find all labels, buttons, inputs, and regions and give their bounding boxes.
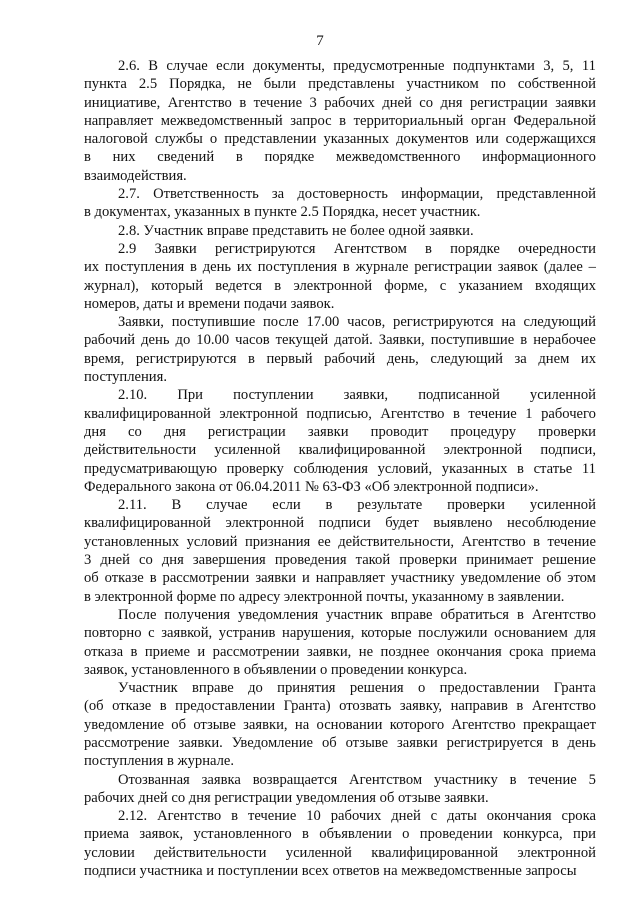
document-body: [84, 57, 596, 880]
text-line: установленных условий признания ее действительности, Агентство в течение: [84, 533, 596, 550]
text-line: направляет межведомственный запрос в территориальный орган Федеральной: [84, 112, 596, 129]
text-line: квалифицированной электронной подписью, Агентство в течение 1 рабочего: [84, 405, 596, 422]
text-line: в документах, указанных в пункте 2.5 Порядка, несет участник.: [84, 204, 481, 221]
text-line: рабочий день до 10.00 часов текущей датой. Заявки, поступившие в нерабочее: [84, 332, 596, 349]
paragraph-2-9-b: [84, 313, 596, 386]
text-line: Участник вправе до принятия решения о предоставлении Гранта: [118, 680, 596, 697]
text-line: действительности усиленной квалифицированной электронной подписи,: [84, 442, 596, 459]
text-line: поступления в журнале.: [84, 753, 235, 770]
text-line: условии действительности усиленной квалифицированной электронной: [84, 844, 596, 861]
text-line: 2.7. Ответственность за достоверность информации, представленной: [118, 186, 596, 203]
text-line: Федерального закона от 06.04.2011 № 63-ФЗ «Об электронной подписи».: [84, 478, 539, 495]
text-line: 2.6. В случае если документы, предусмотренные подпунктами 3, 5, 11: [118, 58, 596, 74]
text-line: дня со дня регистрации заявки проводит процедуру проверки: [84, 423, 596, 440]
paragraph-2-11: [84, 496, 596, 606]
paragraph-2-9: [84, 240, 596, 313]
page-number: 7: [316, 33, 324, 49]
text-line: взаимодействия.: [84, 167, 187, 184]
text-line: налоговой службы о представлении указанных документов или содержащихся: [84, 131, 596, 148]
text-line: их поступления в день их поступления в журнале регистрации заявок (далее –: [84, 259, 596, 276]
text-line: в них сведений в порядке межведомственного информационного: [84, 149, 596, 166]
text-line: поступления.: [84, 369, 167, 386]
paragraph-2-12: [84, 807, 596, 880]
text-line: Заявки, поступившие после 17.00 часов, регистрируются на следующий: [118, 314, 596, 331]
text-line: квалифицированной электронной подписи будет выявлено несоблюдение: [84, 515, 596, 532]
text-line: 2.12. Агентство в течение 10 рабочих дней с даты окончания срока: [118, 808, 596, 825]
text-line: 2.9 Заявки регистрируются Агентством в порядке очередности: [118, 240, 596, 257]
text-line: журнал), который ведется в электронной форме, с указанием входящих: [84, 277, 596, 294]
paragraph-2-10: [84, 386, 596, 496]
paragraph-2-11-c: [84, 679, 596, 770]
paragraph-2-11-b: [84, 606, 596, 679]
text-line: отказа в приеме и рассмотрении заявки, не позднее окончания срока приема: [84, 643, 596, 660]
text-line: приема заявок, установленного в объявлении о проведении конкурса, при: [84, 826, 596, 843]
text-line: повторно с заявкой, устранив нарушения, которые послужили основанием для: [84, 625, 596, 642]
text-line: рассмотрение заявки. Уведомление об отзыве заявки регистрируется в день: [84, 734, 596, 751]
text-line: время, регистрируются в первый рабочий день, следующий за днем их: [84, 350, 596, 367]
text-line: 2.10. При поступлении заявки, подписанной усиленной: [118, 387, 596, 404]
text-line: об отказе в рассмотрении заявки и направляет участнику уведомление об этом: [84, 570, 596, 587]
text-line: 2.11. В случае если в результате проверки усиленной: [118, 497, 596, 514]
text-line: заявок, установленного в объявлении о проведении конкурса.: [84, 661, 468, 678]
paragraph-2-6: [84, 57, 596, 185]
text-line: 2.8. Участник вправе представить не более одной заявки.: [118, 222, 474, 239]
text-line: подписи участника и поступлении всех ответов на межведомственные запросы: [84, 863, 577, 880]
text-line: пункта 2.5 Порядка, не были представлены участником по собственной: [84, 76, 596, 93]
paragraph-2-11-d: [84, 771, 596, 808]
paragraph-2-7: [84, 185, 596, 222]
text-line: рабочих дней со дня регистрации уведомления об отзыве заявки.: [84, 789, 489, 806]
text-line: После получения уведомления участник вправе обратиться в Агентство: [118, 606, 596, 623]
text-line: (об отказе в предоставлении Гранта) отозвать заявку, направив в Агентство: [84, 698, 596, 715]
text-line: 3 дней со дня завершения проведения такой проверки принимает решение: [84, 552, 596, 569]
text-line: Отозванная заявка возвращается Агентством участнику в течение 5: [118, 771, 596, 788]
text-line: в электронной форме по адресу электронной почты, указанному в заявлении.: [84, 588, 565, 605]
text-line: инициативе, Агентство в течение 3 рабочих дней со дня регистрации заявки: [84, 94, 596, 111]
text-line: предусматривающую проверку соблюдения условий, указанных в статье 11: [84, 460, 596, 477]
text-line: уведомление об отзыве заявки, на основании которого Агентство прекращает: [84, 716, 596, 733]
paragraph-2-8: [84, 222, 596, 240]
text-line: номеров, даты и времени подачи заявок.: [84, 295, 335, 312]
